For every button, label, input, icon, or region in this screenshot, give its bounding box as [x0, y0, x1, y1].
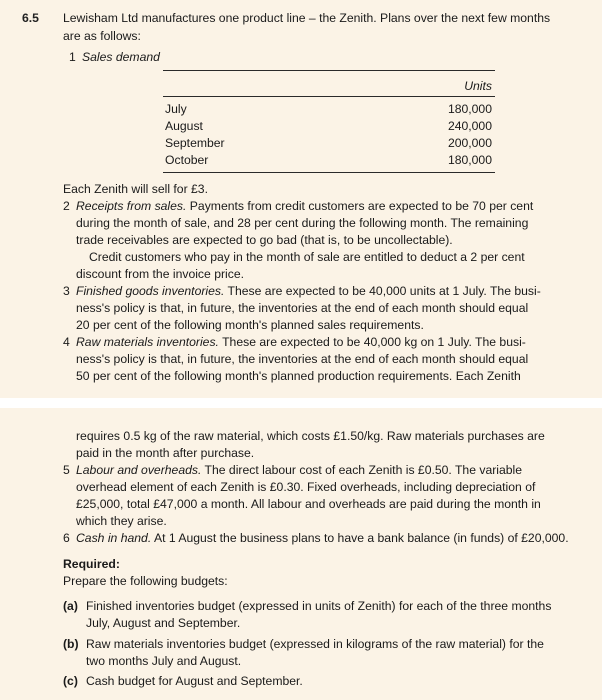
item2-line4: Credit customers who pay in the month of sale are entitled to deduct a 2 per cent — [89, 250, 525, 264]
item3-line2: ness's policy is that, in future, the inventories at the end of each month should equal — [76, 301, 529, 315]
table-row-units: 240,000 — [447, 119, 492, 133]
item1-number: 1 — [69, 50, 76, 64]
item6-number: 6 — [63, 531, 70, 545]
item3-title: Finished goods inventories. — [76, 284, 225, 298]
question-intro-line2: are as follows: — [63, 29, 141, 43]
item4-number: 4 — [63, 335, 70, 349]
item2-number: 2 — [63, 199, 70, 213]
required-intro: Prepare the following budgets: — [63, 574, 228, 588]
table-bottom-rule — [163, 172, 495, 173]
item6-line1: At 1 August the business plans to have a bank balance (in funds) of £20,000. — [153, 531, 569, 545]
item5-line4: which they arise. — [76, 514, 167, 528]
item3-line3: 20 per cent of the following month's planned sales requirements. — [76, 318, 424, 332]
required-a-label: (a) — [63, 599, 78, 613]
table-row-month: October — [165, 153, 209, 167]
item5-title: Labour and overheads. — [76, 463, 202, 477]
required-a-line2: July, August and September. — [86, 616, 241, 630]
item1-price: Each Zenith will sell for £3. — [63, 182, 208, 196]
item5-number: 5 — [63, 463, 70, 477]
item2-title: Receipts from sales. — [76, 199, 187, 213]
table-header-rule — [163, 96, 495, 97]
item3-paragraph — [76, 283, 584, 300]
page-gap — [0, 398, 602, 408]
item2-line1: Payments from credit customers are expected to be 70 per cent — [189, 199, 534, 213]
item1-title: Sales demand — [82, 50, 160, 64]
item3-number: 3 — [63, 284, 70, 298]
table-row-units: 200,000 — [447, 136, 492, 150]
item2-paragraph — [76, 198, 584, 215]
item4-line5: paid in the month after purchase. — [76, 446, 255, 460]
item4-line4: requires 0.5 kg of the raw material, which costs £1.50/kg. Raw materials purchases are — [76, 429, 545, 443]
question-number: 6.5 — [22, 11, 39, 25]
item2-line5: discount from the invoice price. — [76, 267, 244, 281]
table-row-units: 180,000 — [447, 153, 492, 167]
item5-line2: overhead element of each Zenith is £0.30. Fixed overheads, including depreciation of — [76, 480, 536, 494]
table-row-units: 180,000 — [447, 102, 492, 116]
table-row-month: August — [165, 119, 203, 133]
table-row-month: July — [165, 102, 187, 116]
item4-line1: These are expected to be 40,000 kg on 1 July. The busi- — [222, 335, 526, 349]
required-b-label: (b) — [63, 637, 79, 651]
item4-title: Raw materials inventories. — [76, 335, 219, 349]
item6-title: Cash in hand. — [76, 531, 152, 545]
item4-paragraph — [76, 334, 584, 351]
item4-line3: 50 per cent of the following month's planned production requirements. Each Zenith — [76, 369, 521, 383]
required-c-line1: Cash budget for August and September. — [86, 674, 303, 688]
table-header-units: Units — [464, 79, 492, 93]
question-intro-line1: Lewisham Ltd manufactures one product line – the Zenith. Plans over the next few months — [63, 11, 551, 25]
required-b-line1: Raw materials inventories budget (expressed in kilograms of the raw material) for the — [86, 637, 544, 651]
table-row-month: September — [165, 136, 225, 150]
item2-line2: during the month of sale, and 28 per cent during the following month. The remaining — [76, 216, 529, 230]
item3-line1: These are expected to be 40,000 units at 1 July. The busi- — [227, 284, 541, 298]
required-c-label: (c) — [63, 674, 78, 688]
item5-line1: The direct labour cost of each Zenith is £0.50. The variable — [204, 463, 523, 477]
item4-line2: ness's policy is that, in future, the inventories at the end of each month should equal — [76, 352, 529, 366]
item6-paragraph — [76, 530, 584, 547]
required-a-line1: Finished inventories budget (expressed in units of Zenith) for each of the three months — [86, 599, 552, 613]
table-top-rule — [163, 70, 495, 71]
required-b-line2: two months July and August. — [86, 654, 242, 668]
item5-paragraph — [76, 462, 584, 479]
item2-line3: trade receivables are expected to go bad (that is, to be uncollectable). — [76, 233, 453, 247]
item5-line3: £25,000, total £47,000 a month. All labour and overheads are paid during the month in — [76, 497, 541, 511]
required-heading: Required: — [63, 557, 120, 571]
